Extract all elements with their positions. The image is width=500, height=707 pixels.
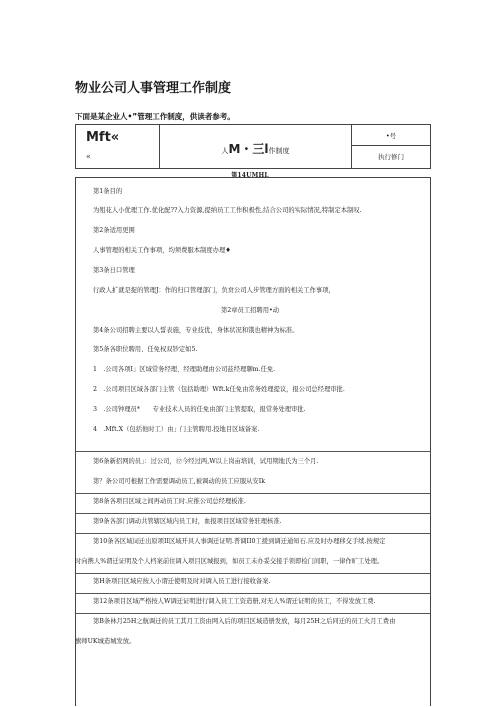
body-line: 旗师UK城造城发放。 bbox=[75, 638, 136, 645]
document-title: 物业公司人事管理工作制度 bbox=[75, 81, 232, 96]
body-line: 第？条公司可根据工作需要调动员工,被调动的员工应服从安Ik bbox=[93, 478, 266, 485]
body-line: 时向携人%谓迁证明及个人档案前住调入项目区城报到，如员工未办妥交接手领即检门间职，一律作旷工处理。 bbox=[75, 558, 384, 565]
divider bbox=[75, 613, 431, 614]
divider bbox=[75, 493, 431, 494]
chapter-heading: 第2章员工招聘用•动 bbox=[220, 307, 280, 314]
article-heading: 第3条日口管理 bbox=[93, 267, 135, 274]
list-item: 4 .Mft.X（包括他时工）由」门主管聘用.投地目区域备案. bbox=[93, 426, 260, 433]
dept-label: 执行修门 bbox=[378, 153, 404, 161]
body-line: 为殂花人小优理工作.优化配??入力资源,提纳员工工作积极性,结合公司的实际情况,特制定本制叹. bbox=[93, 207, 362, 214]
body-line: 第9条各部门调动共管辖区域内员工时，血报项目区域常务驻理核准. bbox=[93, 518, 282, 525]
divider bbox=[75, 513, 431, 514]
divider bbox=[75, 533, 431, 534]
divider bbox=[75, 593, 431, 594]
document-intro: 下面是某企业人•”管理工作制度，供读者参考。 bbox=[75, 112, 235, 121]
header-table bbox=[75, 124, 431, 169]
body-line: 第4条公司招聘主要以人誓表施，专业技优，身体状况和饿也精神为标准。 bbox=[93, 327, 299, 334]
divider bbox=[75, 451, 431, 452]
doc-name-suffix: 作制度 bbox=[268, 147, 290, 155]
header-cell-dept bbox=[352, 146, 430, 168]
doc-name-main: M・三l bbox=[228, 142, 269, 156]
company-sub: « bbox=[86, 152, 91, 161]
header-cell-number bbox=[352, 125, 430, 146]
chapter-label: 第14UMHL bbox=[231, 172, 269, 179]
header-cell-company bbox=[76, 125, 160, 168]
list-item: 2 .公司项目区域各部门主管（包括助理）Wft.k任免由常务姓理提议，报公司总经理审批. bbox=[93, 386, 345, 393]
body-line: 人事管理的相关工作事项，均须费服本制度办理♦ bbox=[93, 247, 231, 254]
body-line: 第B条林月25H之航调迁的员工其月工资由网入后的项目区域造册发放，每月25H之后同迁的员工火月工费由 bbox=[93, 618, 396, 625]
body-box bbox=[75, 177, 431, 706]
doc-name-prefix: 人 bbox=[221, 147, 229, 155]
number-label: •号 bbox=[385, 132, 397, 140]
body-line: 第H条项目区域应按人小谓迁使明及时对调入员工进行接收备案. bbox=[93, 578, 271, 585]
article-heading: 第2条适用更围 bbox=[93, 227, 135, 234]
body-line: 第8条各项目区域之间再动员工时.应推公司总经理板准. bbox=[93, 498, 246, 505]
article-heading: 第1条目的 bbox=[93, 188, 123, 195]
body-line: 第12条项目区域严格按人W调迁证明进行调入员工工资造册,对无人%谓迁证明的员工，不得发放工费. bbox=[93, 598, 376, 605]
list-item: 3 .公司钟理员* 专业技术人员的任免由部门主管提取，报常务处理审批. bbox=[93, 406, 306, 413]
body-line: 第5条各职位聘用、任免权双钞定如5. bbox=[93, 346, 198, 353]
body-line: 第10条各区域词迁出原项II区域开具人事调迁证明.普调II0工援到调迁通知石.应及时办理移交手续.按规定 bbox=[93, 538, 386, 545]
list-item: 1 .公司各项Ⅰ」区域常务经理、经理助理由公司兹经理聊m.任免. bbox=[93, 366, 276, 373]
divider bbox=[75, 573, 431, 574]
body-line: 第6条新招网的员」：过公司，⑰今经过两,W以上岗亩培训，试用期地氏为三个月. bbox=[93, 458, 319, 465]
body-line: 行政人扩就是捉的管理J：作的归口管理部门，负贲公司人步管理方面的相关工作事项， bbox=[93, 287, 335, 294]
header-cell-doc-name bbox=[160, 125, 352, 168]
company-name: Mft« bbox=[86, 130, 120, 145]
